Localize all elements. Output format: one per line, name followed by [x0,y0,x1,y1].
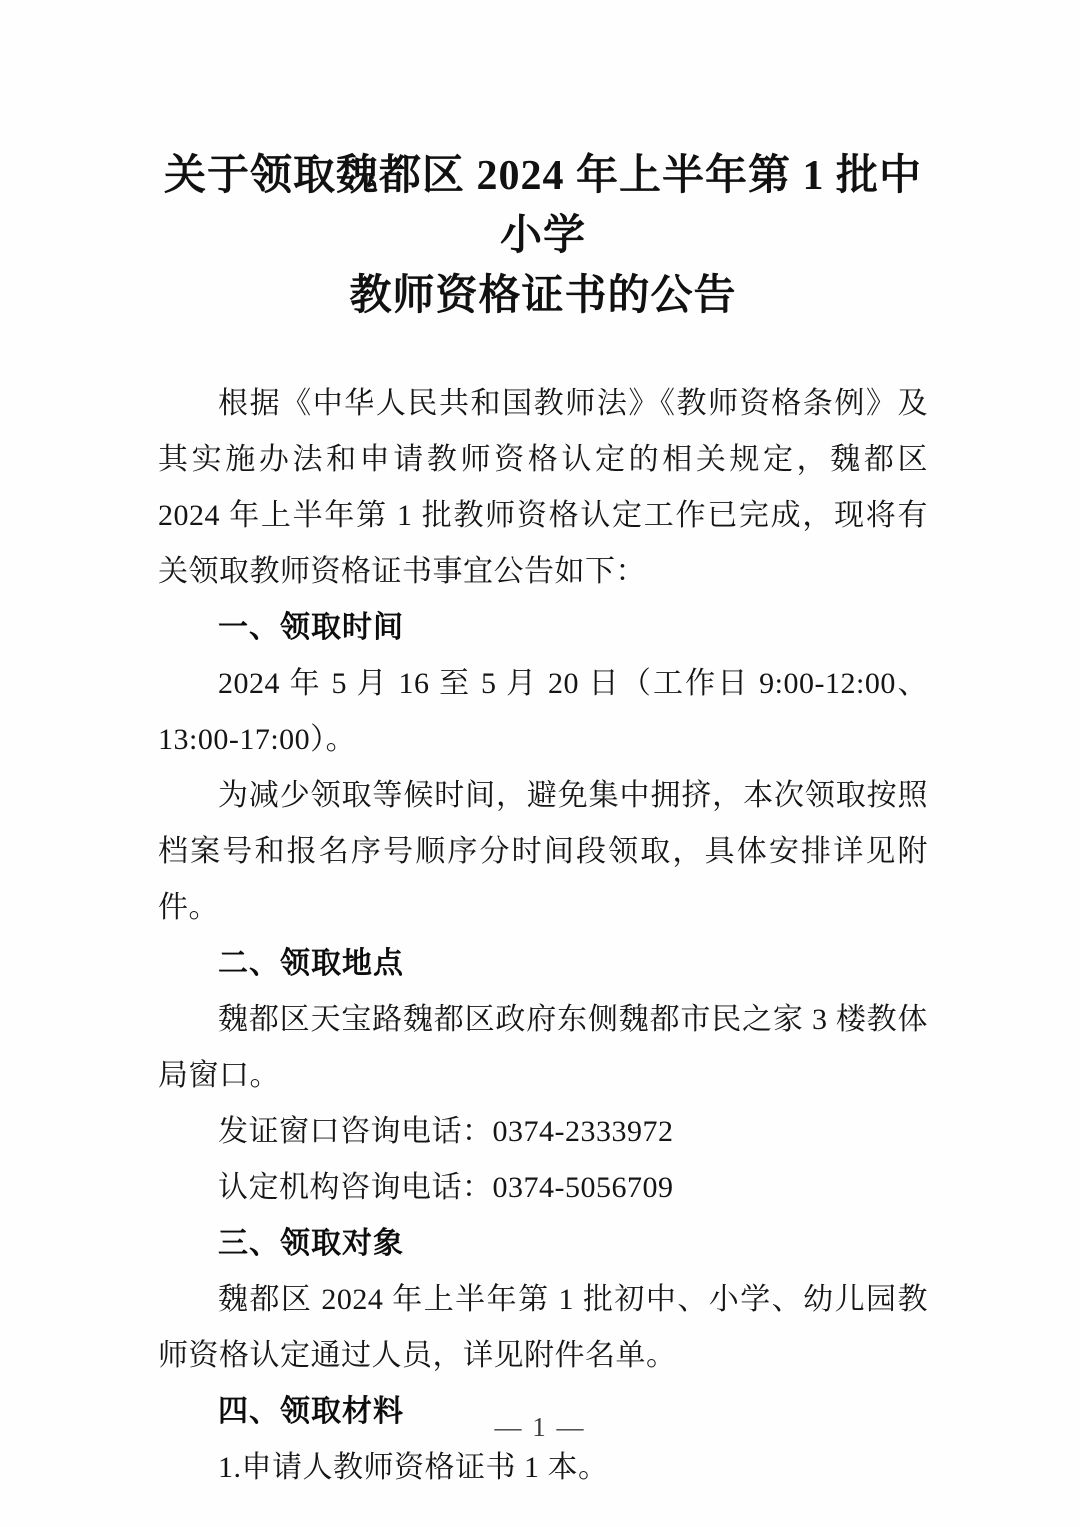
section-heading-materials: 四、领取材料 [218,1395,404,1428]
page-number: — 1 — [494,1412,586,1442]
title-line-1: 关于领取魏都区 2024 年上半年第 1 批中小学 [163,153,922,259]
section-heading-pickup-time: 一、领取时间 [218,611,404,644]
paragraph-window-phone: 发证窗口咨询电话：0374-2333972 [218,1115,674,1148]
paragraph-material-item-1: 1.申请人教师资格证书 1 本。 [218,1451,609,1484]
paragraph-pickup-location: 魏都区天宝路魏都区政府东侧魏都市民之家 3 楼教体局窗口。 [158,1003,928,1092]
paragraph-intro: 根据《中华人民共和国教师法》《教师资格条例》及其实施办法和申请教师资格认定的相关规定，魏都区 2024 年上半年第 1 批教师资格认定工作已完成，现将有关领取教师资格证书事宜公告如下： [158,387,928,588]
document-title [158,146,928,326]
title-line-2: 教师资格证书的公告 [349,273,737,319]
paragraph-recipients: 魏都区 2024 年上半年第 1 批初中、小学、幼儿园教师资格认定通过人员，详见附件名单。 [158,1283,928,1372]
paragraph-pickup-time: 2024 年 5 月 16 至 5 月 20 日（工作日 9:00-12:00、13:00-17:00）。 [158,667,928,756]
paragraph-queue-note: 为减少领取等候时间，避免集中拥挤，本次领取按照档案号和报名序号顺序分时间段领取，具体安排详见附件。 [158,779,928,924]
document-body [158,376,928,1496]
paragraph-agency-phone: 认定机构咨询电话：0374-5056709 [218,1171,674,1204]
section-heading-pickup-location: 二、领取地点 [218,947,404,980]
section-heading-recipients: 三、领取对象 [218,1227,404,1260]
